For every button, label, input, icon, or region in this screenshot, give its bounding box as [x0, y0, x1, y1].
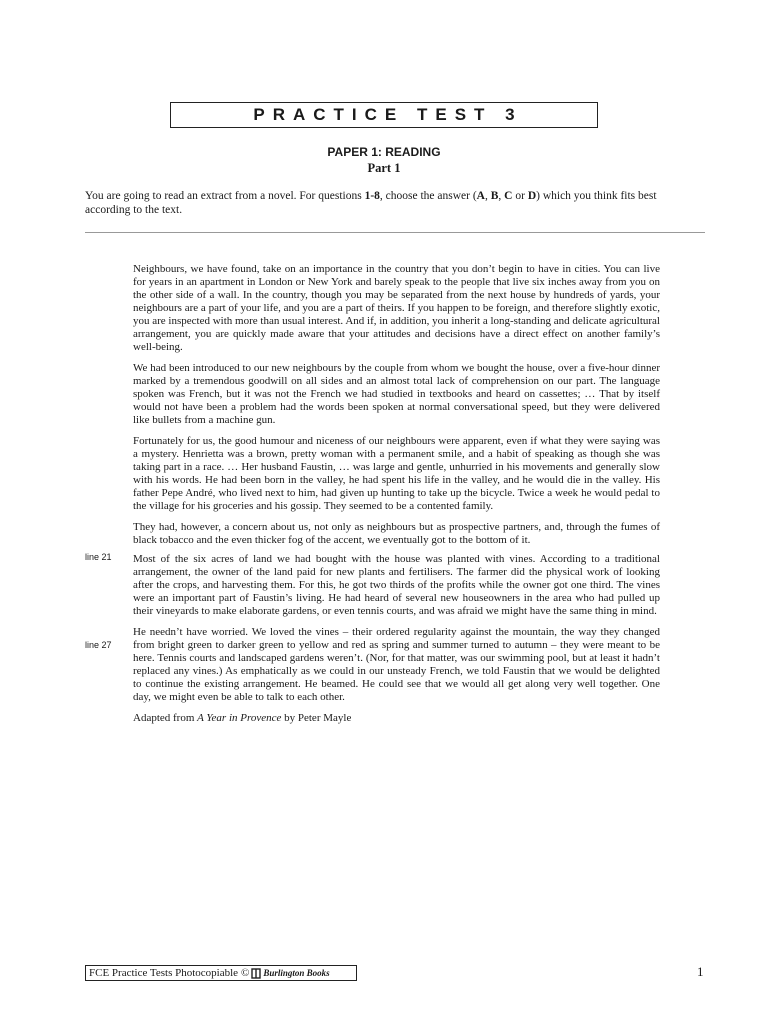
line-reference-27: line 27 — [85, 640, 112, 650]
page-number: 1 — [697, 964, 704, 979]
copyright-symbol: © — [241, 967, 250, 979]
part-heading: Part 1 — [367, 161, 401, 175]
option-c: C — [504, 190, 513, 202]
page-title: PRACTICE TEST 3 — [253, 105, 523, 124]
instructions: You are going to read an extract from a novel. For questions 1-8, choose the answer (A, B, C or D) which you think fits best according to the text. — [85, 190, 657, 216]
passage-paragraph: Fortunately for us, the good humour and niceness of our neighbours were apparent, even if what they were saying was a mystery. Henrietta was a brown, pretty woman with a permanent smile, and a habit of speaking as though she was taking part in a race. … Her husband Faustin, … was large and gentle, unhurried in his movements and generally slow with his words. He had been born in the valley, he had spent his life in the valley, and he would die in the valley. His father Pepe André, who lived next to him, had given up hunting to take up the bicycle. Twice a week he would pedal to the village for his groceries and his gossip. They seemed to be a contented family. — [133, 435, 660, 512]
passage-paragraph: Neighbours, we have found, take on an importance in the country that you don’t begin to have in cities. You can live for years in an apartment in London or New York and barely speak to the people that live six inches away from you on the other side of a wall. In the country, though you may be separated from the next house by hundreds of yards, your neighbours are a part of your life, and you are a part of theirs. If you happen to be foreign, and therefore slightly exotic, you are inspected with more than usual interest. And if, in addition, you inherit a long-standing and delicate agricultural arrangement, you are quickly made aware that your attitudes and decisions have a direct effect on another family’s well-being. — [133, 263, 660, 353]
option-a: A — [476, 190, 485, 202]
title-box — [170, 102, 598, 128]
option-b: B — [490, 190, 499, 202]
option-d: D — [527, 190, 537, 202]
paper-heading: PAPER 1: READING — [327, 145, 441, 159]
passage-paragraph: They had, however, a concern about us, not only as neighbours but as prospective partners, and, through the fumes of black tobacco and the even thicker fog of the accent, we eventually got to the bottom of it. — [133, 521, 660, 546]
divider — [85, 232, 705, 233]
footer-box — [85, 965, 357, 981]
footer-label: FCE Practice Tests Photocopiable — [89, 967, 239, 979]
publisher-logo-icon — [251, 968, 261, 979]
line-reference-21: line 21 — [85, 552, 112, 562]
publisher-name: Burlington Books — [263, 968, 330, 978]
source-credit: Adapted from A Year in Provence by Peter Mayle — [133, 712, 352, 724]
reading-passage — [133, 263, 660, 725]
book-title: A Year in Provence — [197, 712, 282, 724]
passage-paragraph: We had been introduced to our new neighbours by the couple from whom we bought the house, over a five-hour dinner marked by a tremendous goodwill on all sides and an almost total lack of comprehension on our part. The language spoken was French, but it was not the French we had studied in textbooks and heard on cassettes; … That by itself would not have been a problem had the words been spoken at normal conversational speed, but they were delivered like bullets from a machine gun. — [133, 362, 660, 426]
question-range: 1-8 — [364, 190, 380, 202]
passage-paragraph: He needn’t have worried. We loved the vines – their ordered regularity against the mountain, the way they changed from bright green to darker green to yellow and red as spring and summer turned to autumn – they were meant to be here. Tennis courts and landscaped gardens weren’t. (Nor, for that matter, was our swimming pool, but at least it hadn’t replaced any vines.) As emphatically as we could in our unsteady French, we told Faustin that we would be delighted to continue the existing arrangement. He beamed. He could see that we would all get along very well together. One day, we might even be able to talk to each other. — [133, 626, 660, 703]
passage-paragraph: Most of the six acres of land we had bought with the house was planted with vines. According to a traditional arrangement, the owner of the land paid for new plants and fertilisers. The farmer did the physical work of looking after the crops, and harvesting them. For this, he got two thirds of the profits while the owner got one third. The vines were an important part of Faustin’s living. He had heard of several new houseowners in the area who had pulled up their vineyards to make elaborate gardens, or even tennis courts, and was afraid we might have the same thing in mind. — [133, 553, 660, 617]
